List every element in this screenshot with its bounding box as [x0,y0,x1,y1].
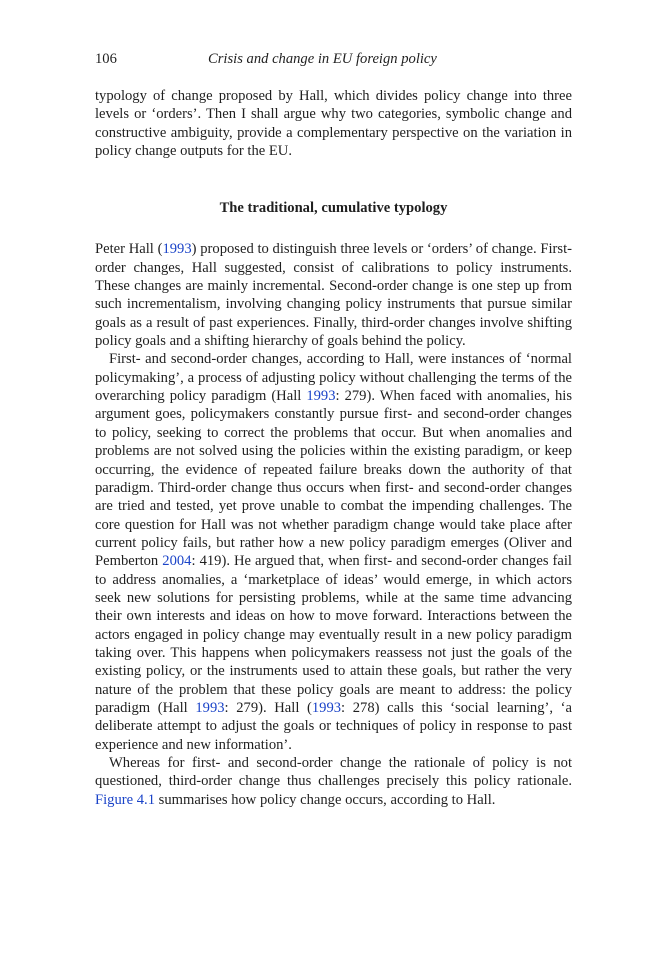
paragraph-1-text-a: Peter Hall ( [95,241,163,258]
figure-link-4-1[interactable]: Figure 4.1 [95,791,155,808]
citation-link-oliver-pemberton-2004[interactable]: 2004 [162,553,192,570]
running-head [95,48,572,70]
citation-link-hall-1993[interactable]: 1993 [306,388,336,405]
paragraph-1-text-b: ) proposed to distinguish three levels or ‘orders’ of change. First-order changes, Hall suggested, consist of calibrations to policy instruments. These changes are mainly incremental. Second-order change is one step up from such incrementalism, involving changing policy instruments that pursue similar goals as a result of past experiences. Finally, third-order changes involve shifting policy goals and a shifting hierarchy of goals behind the policy. [95,241,572,350]
paragraph-2-text-d: : 279). Hall ( [224,699,312,716]
paragraph-2-text-a: First- and second-order changes, according to Hall, were instances of ‘normal policymaking’, a process of adjusting policy without challenging the terms of the overarching policy paradigm (Hall [95,351,572,405]
citation-link-hall-1993[interactable]: 1993 [311,699,342,716]
citation-link-hall-1993[interactable]: 1993 [162,241,192,258]
page-number: 106 [95,51,117,67]
paragraph-3-text-a: Whereas for first- and second-order change the rationale of policy is not questioned, third-order change thus challenges precisely this policy rationale. [95,755,572,790]
paragraph-2-text-e: : 278) calls this ‘social learning’, ‘a deliberate attempt to adjust the goals or techniques of policy in response to past experience and new information’. [95,699,572,753]
section-heading: The traditional, cumulative typology [219,200,448,217]
paragraph-3 [95,754,572,809]
citation-link-hall-1993[interactable]: 1993 [195,699,225,716]
book-page [95,48,572,809]
intro-paragraph: typology of change proposed by Hall, which divides policy change into three levels or ‘orders’. Then I shall argue why two categories, symbolic change and constructive ambiguity, provide a complementary perspective on the variation in policy change outputs for the EU. [95,88,572,160]
paragraph-2-text-c: : 419). He argued that, when first- and second-order changes fail to address anomalies, a ‘marketplace of ideas’ would emerge, in which actors seek new solutions for persisting problems, while at the same time advancing their own interests and ideas on how to move forward. Interactions between the actors engaged in policy change may eventually result in a new policy paradigm taking over. This happens when policymakers reassess not just the goals of the existing policy, or the instruments used to attain these goals, but rather the very nature of the problem that these policy goals are meant to address: the policy paradigm (Hall [95,553,572,716]
paragraph-2-text-b: : 279). When faced with anomalies, his argument goes, policymakers constantly pursue first- and second-order changes to policy, seeking to correct the problems that occur. But when anomalies and problems are not solved using the policies within the existing paradigm, or keep occurring, the evidence of repeated failure breaks down the authority of that paradigm. Third-order change thus occurs when first- and second-order changes are tried and tested, yet prove unable to combat the impending challenges. The core question for Hall was not whether paradigm change would take place after current policy fails, but rather how a new policy paradigm emerges (Oliver and Pemberton [95,388,573,570]
running-title: Crisis and change in EU foreign policy [208,51,437,67]
paragraph-1 [95,240,572,350]
paragraph-2 [95,350,572,754]
paragraph-3-text-b: summarises how policy change occurs, according to Hall. [155,791,496,808]
